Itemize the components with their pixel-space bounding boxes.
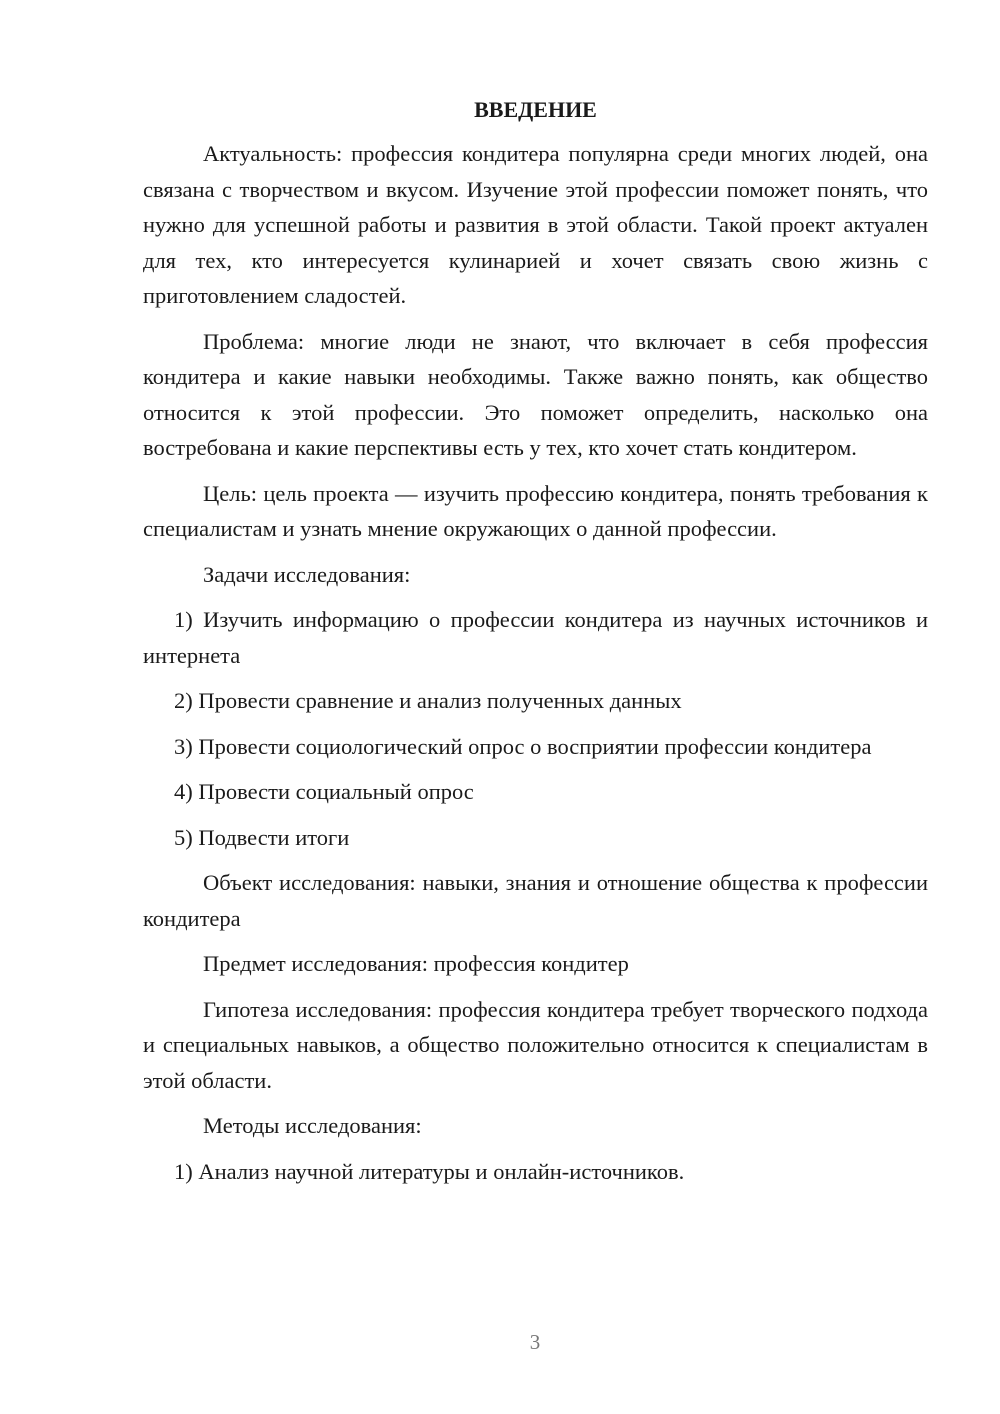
task-item-4: 4) Провести социальный опрос [174,779,474,804]
paragraph-hypothesis: Гипотеза исследования: профессия кондитера требует творческого подхода и специальных навыков, а общество положительно относится к специалистам в этой области. [143,996,928,1093]
paragraph-methods-heading: Методы исследования: [203,1113,422,1138]
page-number: 3 [529,1330,541,1354]
paragraph-goal: Цель: цель проекта — изучить профессию кондитера, понять требования к специалистам и узнать мнение окружающих о данной профессии. [143,480,928,541]
section-title: ВВЕДЕНИЕ [474,97,597,122]
task-item-3: 3) Провести социологический опрос о восприятии профессии кондитера [174,733,872,759]
paragraph-tasks-heading: Задачи исследования: [203,561,411,587]
paragraph-subject: Предмет исследования: профессия кондитер [203,951,629,976]
method-item-1: 1) Анализ научной литературы и онлайн-источников. [174,1158,685,1184]
task-item-1: 1) Изучить информацию о профессии кондитера из научных источников и интернета [143,607,928,668]
paragraph-problem: Проблема: многие люди не знают, что включает в себя профессия кондитера и какие навыки необходимы. Также важно понять, как общество относится к этой профессии. Это поможет определить, насколько она востребована и какие перспективы есть у тех, кто хочет стать кондитером. [143,328,928,460]
document-page [143,92,928,1199]
paragraph-object: Объект исследования: навыки, знания и отношение общества к профессии кондитера [143,870,928,931]
task-item-2: 2) Провести сравнение и анализ полученных данных [174,688,682,713]
paragraph-relevance: Актуальность: профессия кондитера популярна среди многих людей, она связана с творчеством и вкусом. Изучение этой профессии поможет понять, что нужно для успешной работы и развития в этой области. Такой проект актуален для тех, кто интересуется кулинарией и хочет связать свою жизнь с приготовлением сладостей. [143,141,928,308]
task-item-5: 5) Подвести итоги [174,824,350,850]
